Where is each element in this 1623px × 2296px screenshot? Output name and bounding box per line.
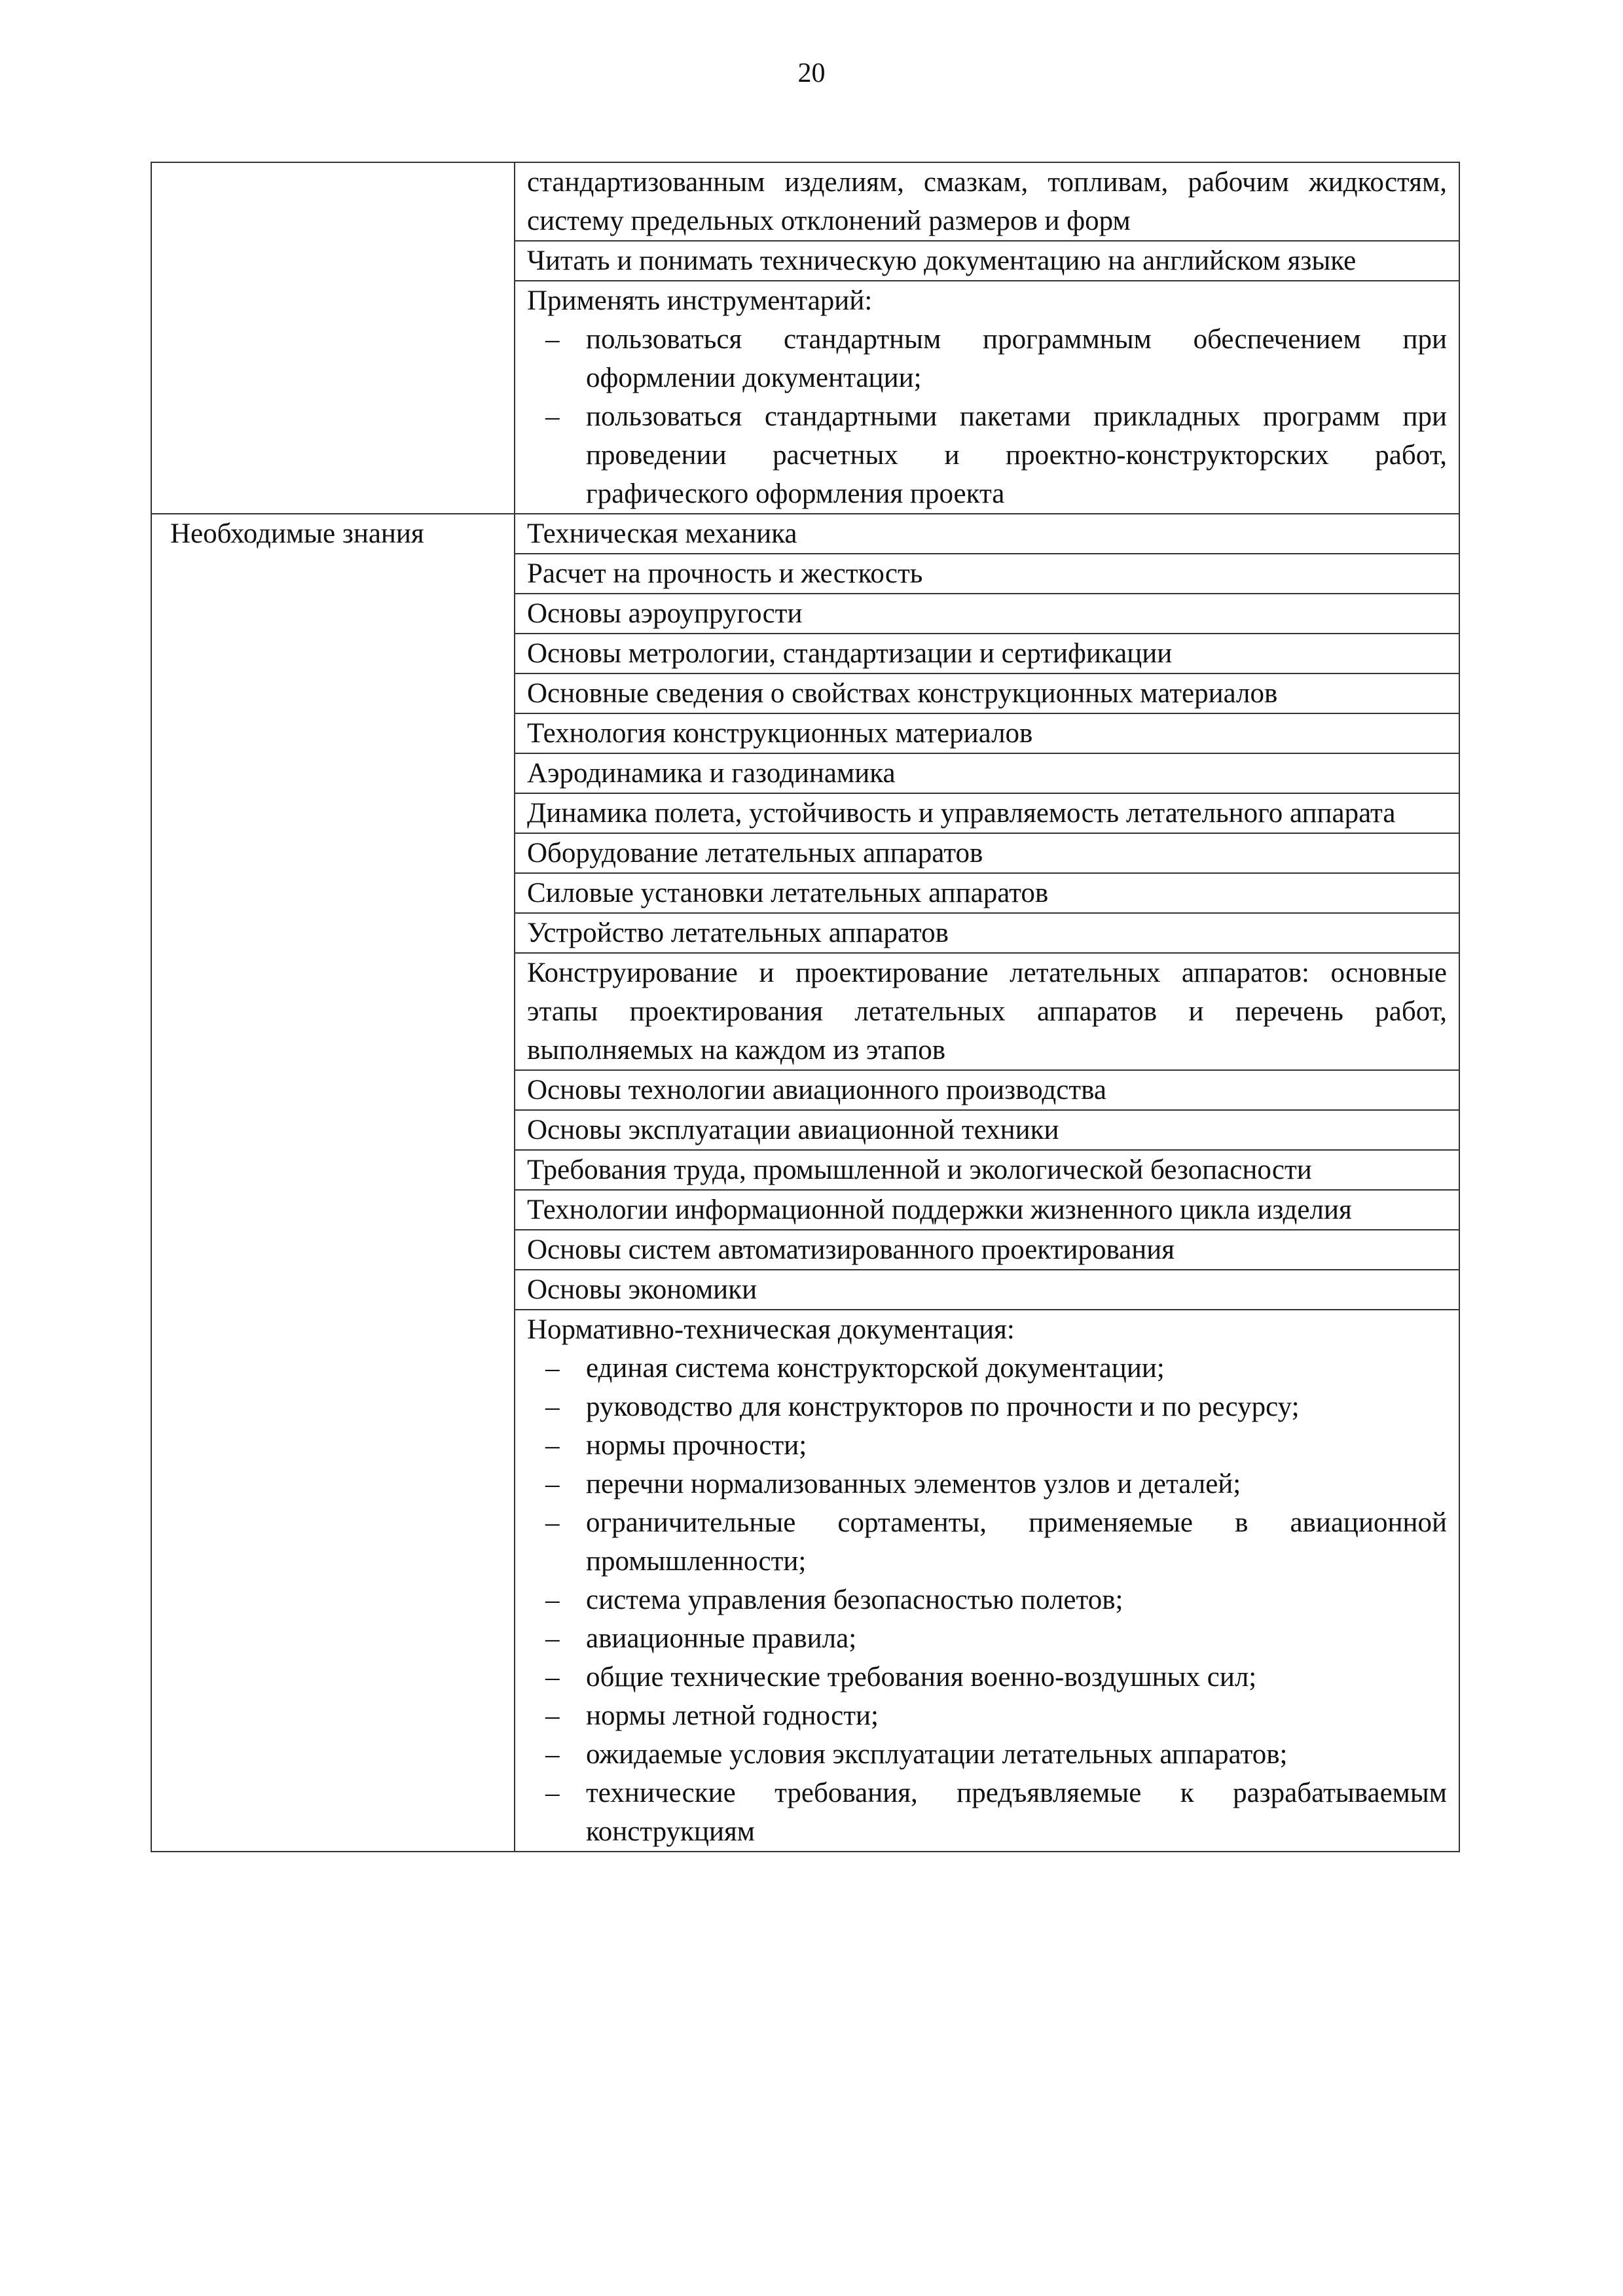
tools-cell [515, 281, 1459, 514]
table-row [151, 162, 1459, 241]
knowledge-cell: Технологии информационной поддержки жизненного цикла изделия [515, 1190, 1459, 1230]
list-item: – единая система конструкторской документации; [586, 1349, 1447, 1388]
skill-cell: стандартизованным изделиям, смазкам, топливам, рабочим жидкостям, систему предельных отклонений размеров и форм [515, 162, 1459, 241]
page-number: 20 [797, 58, 826, 88]
list-item: – пользоваться стандартными пакетами прикладных программ при проведении расчетных и проектно-конструкторских работ, графического оформления проекта [586, 397, 1447, 513]
knowledge-cell: Основы эксплуатации авиационной техники [515, 1110, 1459, 1150]
normative-docs-list [527, 1349, 1447, 1851]
list-item: – технические требования, предъявляемые к разрабатываемым конструкциям [586, 1774, 1447, 1851]
list-item: – ограничительные сортаменты, применяемые в авиационной промышленности; [586, 1503, 1447, 1581]
tools-list [527, 320, 1447, 513]
list-item: – нормы прочности; [586, 1426, 1447, 1465]
knowledge-cell: Динамика полета, устойчивость и управляемость летательного аппарата [515, 793, 1459, 833]
list-item: – система управления безопасностью полетов; [586, 1581, 1447, 1619]
knowledge-cell: Основы аэроупругости [515, 594, 1459, 634]
list-item: – нормы летной годности; [586, 1696, 1447, 1735]
knowledge-cell: Технология конструкционных материалов [515, 713, 1459, 753]
knowledge-cell: Основные сведения о свойствах конструкционных материалов [515, 673, 1459, 713]
skill-cell: Читать и понимать техническую документацию на английском языке [515, 241, 1459, 281]
knowledge-cell: Оборудование летательных аппаратов [515, 833, 1459, 873]
knowledge-cell: Основы технологии авиационного производства [515, 1070, 1459, 1110]
knowledge-cell: Основы экономики [515, 1270, 1459, 1310]
list-item: – общие технические требования военно-воздушных сил; [586, 1658, 1447, 1696]
knowledge-cell: Техническая механика [515, 514, 1459, 554]
knowledge-cell: Конструирование и проектирование летательных аппаратов: основные этапы проектирования летательных аппаратов и перечень работ, выполняемых на каждом из этапов [515, 953, 1459, 1070]
table-row [151, 514, 1459, 554]
requirements-table [151, 162, 1460, 1852]
normative-docs-cell [515, 1310, 1459, 1852]
knowledge-cell: Требования труда, промышленной и экологической безопасности [515, 1150, 1459, 1190]
knowledge-cell: Устройство летательных аппаратов [515, 913, 1459, 953]
list-item: – руководство для конструкторов по прочности и по ресурсу; [586, 1388, 1447, 1426]
list-item: – перечни нормализованных элементов узлов и деталей; [586, 1465, 1447, 1503]
list-item: – пользоваться стандартным программным обеспечением при оформлении документации; [586, 320, 1447, 397]
knowledge-cell: Силовые установки летательных аппаратов [515, 873, 1459, 913]
knowledge-cell: Аэродинамика и газодинамика [515, 753, 1459, 793]
knowledge-cell: Расчет на прочность и жесткость [515, 554, 1459, 594]
list-item: – авиационные правила; [586, 1619, 1447, 1658]
knowledge-cell: Основы систем автоматизированного проектирования [515, 1230, 1459, 1270]
empty-label-cell [151, 162, 515, 514]
knowledge-cell: Основы метрологии, стандартизации и сертификации [515, 634, 1459, 673]
tools-title: Применять инструментарий: [527, 285, 873, 316]
normative-docs-title: Нормативно-техническая документация: [527, 1314, 1015, 1345]
knowledge-label: Необходимые знания [151, 514, 515, 1852]
list-item: – ожидаемые условия эксплуатации летательных аппаратов; [586, 1735, 1447, 1774]
